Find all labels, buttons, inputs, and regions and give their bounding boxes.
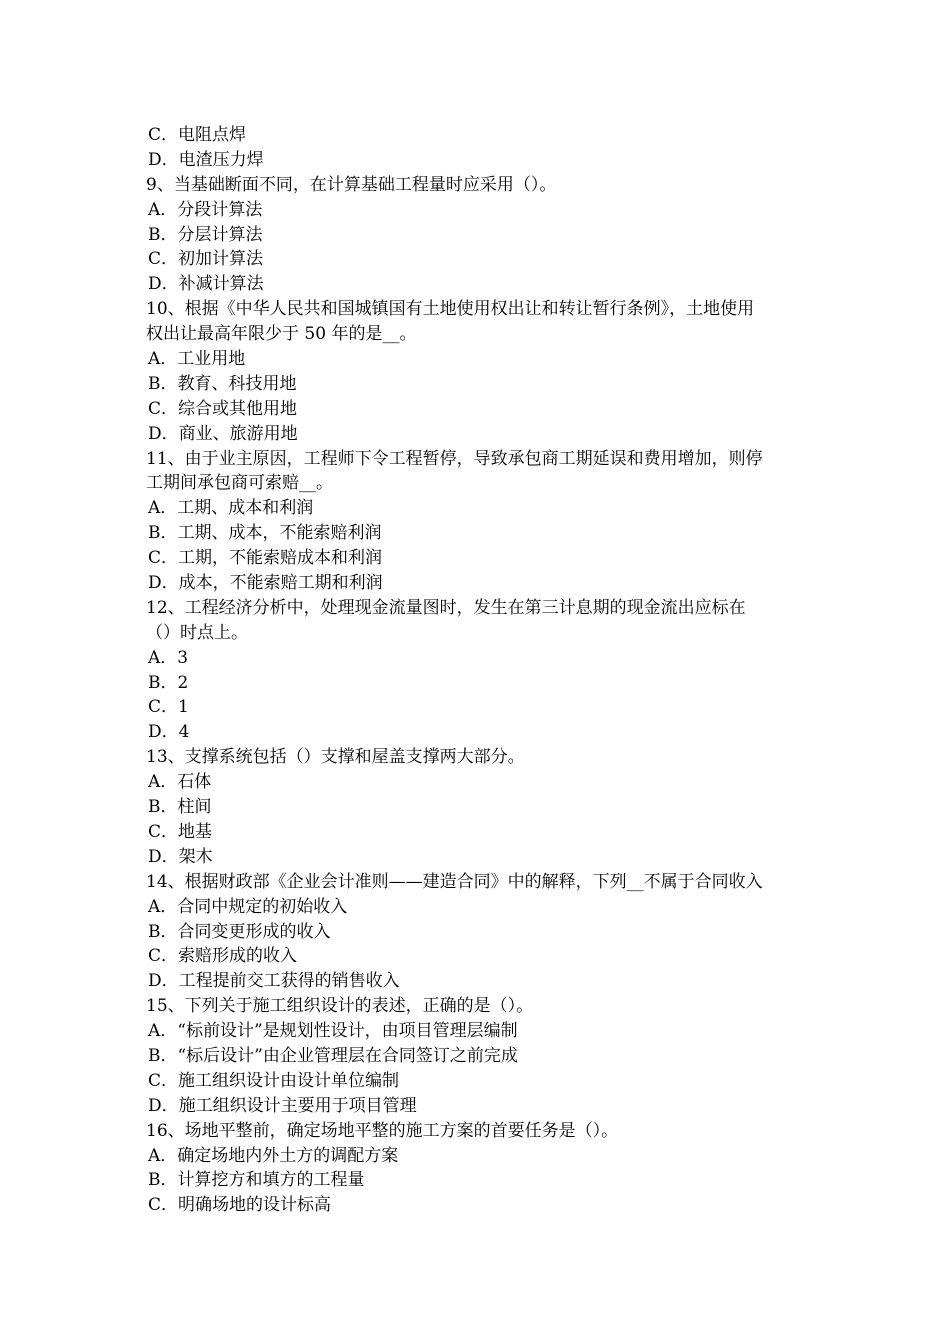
exam-questions-body (146, 123, 811, 1218)
answer-option: C．索赔形成的收入 (148, 946, 298, 967)
question-text: 权出让最高年限少于 50 年的是__。 (146, 324, 417, 345)
answer-option: D．电渣压力焊 (148, 149, 264, 170)
answer-option: A．“标前设计”是规划性设计，由项目管理层编制 (148, 1021, 518, 1042)
answer-option: C．电阻点焊 (148, 125, 247, 145)
question-text: 工期间承包商可索赔__。 (146, 473, 333, 494)
answer-option: D．施工组织设计主要用于项目管理 (148, 1095, 417, 1116)
question-text: 11、由于业主原因，工程师下令工程暂停，导致承包商工期延误和费用增加，则停 (146, 448, 763, 469)
answer-option: C．施工组织设计由设计单位编制 (148, 1070, 400, 1091)
answer-option: A．分段计算法 (148, 199, 263, 220)
answer-option: D．4 (148, 722, 190, 743)
answer-option: C．工期，不能索赔成本和利润 (148, 548, 383, 569)
answer-option: C．地基 (148, 821, 213, 842)
answer-option: C．明确场地的设计标高 (148, 1195, 332, 1216)
question-text: 10、根据《中华人民共和国城镇国有土地使用权出让和转让暂行条例》，土地使用 (146, 299, 755, 320)
answer-option: A．石体 (148, 772, 212, 793)
question-text: 13、支撑系统包括（）支撑和屋盖支撑两大部分。 (146, 747, 525, 768)
answer-option: B．柱间 (148, 797, 212, 818)
answer-option: B．计算挖方和填方的工程量 (148, 1170, 365, 1191)
question-text: 14、根据财政部《企业会计准则——建造合同》中的解释，下列__不属于合同收入 (146, 871, 763, 892)
answer-option: A．工期、成本和利润 (148, 498, 314, 519)
answer-option: A．确定场地内外土方的调配方案 (148, 1145, 399, 1166)
question-text: 12、工程经济分析中，处理现金流量图时，发生在第三计息期的现金流出应标在 (146, 597, 746, 618)
question-text: 16、场地平整前，确定场地平整的施工方案的首要任务是（）。 (146, 1120, 619, 1141)
answer-option: D．工程提前交工获得的销售收入 (148, 971, 400, 992)
question-text: 9、当基础断面不同，在计算基础工程量时应采用（）。 (146, 174, 557, 195)
answer-option: C．初加计算法 (148, 249, 264, 270)
question-text: 15、下列关于施工组织设计的表述，正确的是（）。 (146, 996, 534, 1017)
answer-option: B．教育、科技用地 (148, 373, 297, 394)
answer-option: A．工业用地 (148, 349, 246, 370)
answer-option: D．架木 (148, 846, 213, 867)
answer-option: B．“标后设计”由企业管理层在合同签订之前完成 (148, 1045, 518, 1066)
answer-option: B．分层计算法 (148, 224, 263, 245)
answer-option: B．合同变更形成的收入 (148, 921, 331, 942)
answer-option: D．补减计算法 (148, 274, 264, 295)
answer-option: B．2 (148, 672, 189, 693)
answer-option: A．合同中规定的初始收入 (148, 896, 348, 917)
answer-option: C．综合或其他用地 (148, 398, 298, 419)
answer-option: C．1 (148, 697, 189, 718)
answer-option: A．3 (148, 647, 189, 668)
answer-option: D．商业、旅游用地 (148, 423, 298, 444)
answer-option: B．工期、成本，不能索赔利润 (148, 523, 382, 544)
answer-option: D．成本，不能索赔工期和利润 (148, 573, 383, 594)
question-text: （）时点上。 (146, 622, 248, 643)
